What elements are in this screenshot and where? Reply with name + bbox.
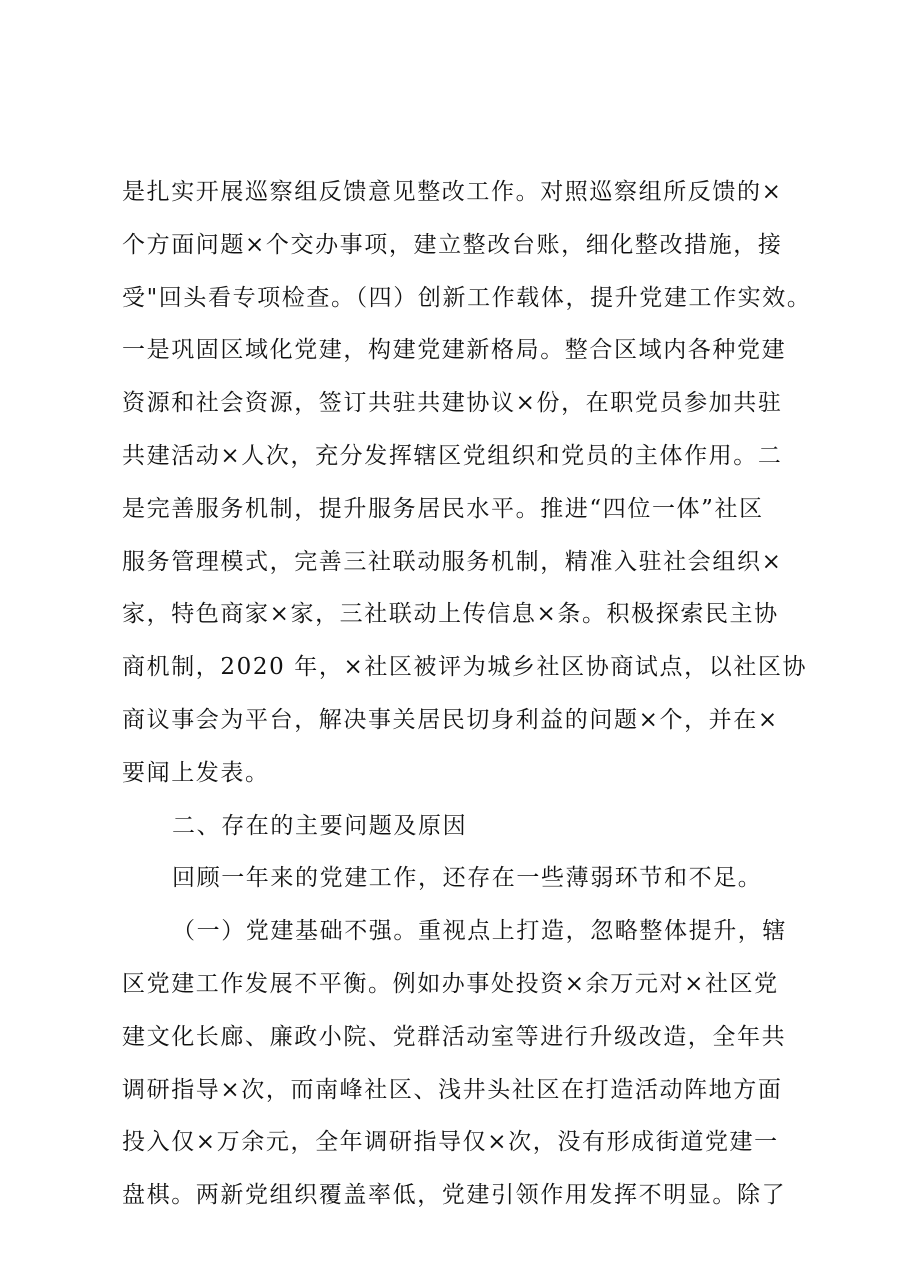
- text-line: 商机制，2020 年，×社区被评为城乡社区协商试点，以社区协: [122, 654, 808, 681]
- document-body: [122, 166, 812, 1222]
- text-line: 是扎实开展巡察组反馈意见整改工作。对照巡察组所反馈的×: [122, 179, 783, 205]
- paragraph-start: 回顾一年来的党建工作，还存在一些薄弱环节和不足。: [172, 865, 763, 892]
- text-line: 一是巩固区域化党建，构建党建新格局。整合区域内各种党建: [122, 337, 787, 364]
- text-line: 建文化长廊、廉政小院、党群活动室等进行升级改造，全年共: [122, 1023, 787, 1050]
- text-line: 个方面问题×个交办事项，建立整改台账，细化整改措施，接: [122, 231, 783, 258]
- text-line: 投入仅×万余元，全年调研指导仅×次，没有形成街道党建一: [122, 1129, 779, 1156]
- text-line: 资源和社会资源，签订共驻共建协议×份，在职党员参加共驻: [122, 390, 783, 417]
- text-line: 服务管理模式，完善三社联动服务机制，精准入驻社会组织×: [122, 548, 783, 575]
- text-line: 受"回头看专项检查。（四）创新工作载体，提升党建工作实效。: [122, 284, 812, 311]
- text-line: 家，特色商家×家，三社联动上传信息×条。积极探索民主协: [122, 601, 779, 628]
- text-line: 盘棋。两新党组织覆盖率低，党建引领作用发挥不明显。除了: [122, 1182, 787, 1209]
- section-heading: 二、存在的主要问题及原因: [172, 812, 468, 839]
- text-line: 区党建工作发展不平衡。例如办事处投资×余万元对×社区党: [122, 970, 779, 997]
- text-line: 共建活动×人次，充分发挥辖区党组织和党员的主体作用。二: [122, 442, 783, 469]
- paragraph-start: （一）党建基础不强。重视点上打造，忽略整体提升，辖: [172, 918, 787, 945]
- text-line: 是完善服务机制，提升服务居民水平。推进“四位一体”社区: [122, 495, 764, 522]
- text-line: 调研指导×次，而南峰社区、浅井头社区在打造活动阵地方面: [122, 1076, 783, 1103]
- text-line: 商议事会为平台，解决事关居民切身利益的问题×个，并在×: [122, 706, 779, 733]
- text-line: 要闻上发表。: [122, 759, 270, 786]
